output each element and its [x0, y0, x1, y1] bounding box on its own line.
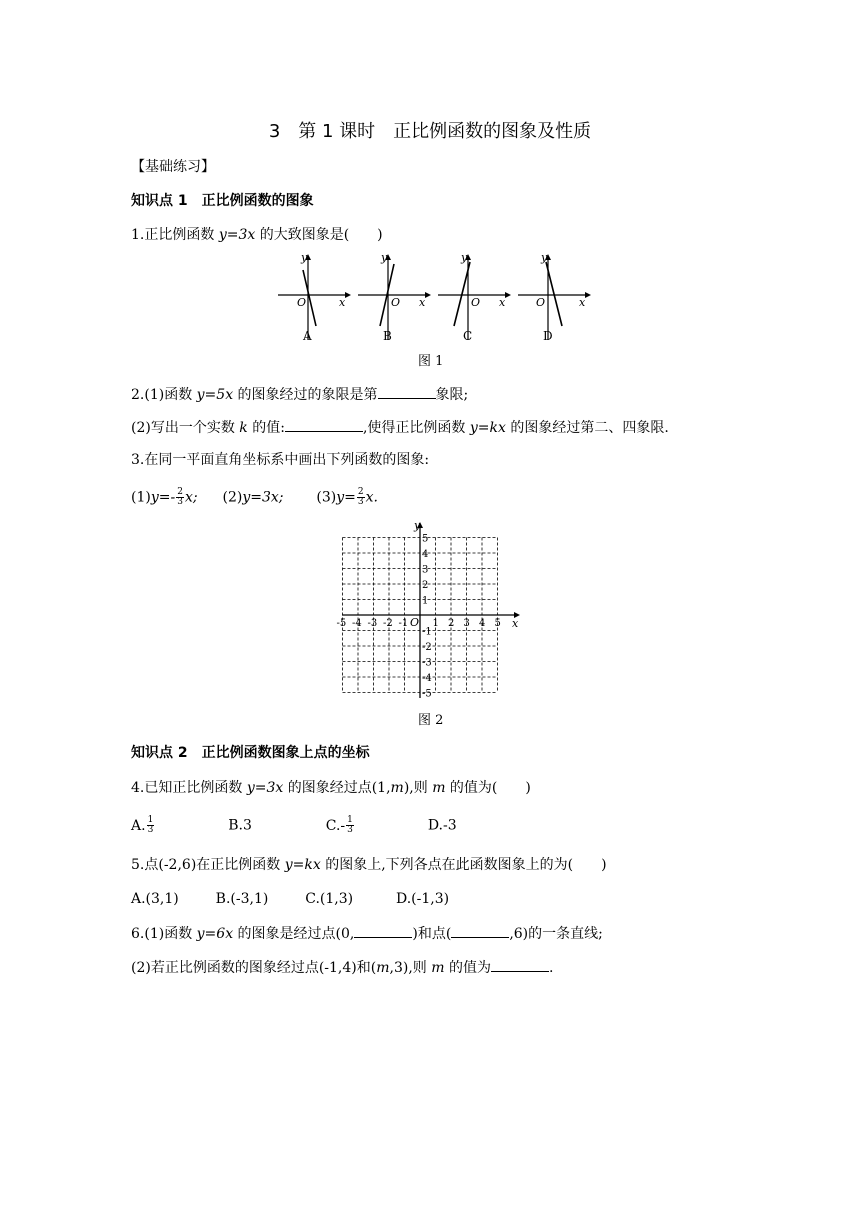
axis-y-label: y: [414, 519, 421, 532]
tick-label-y: -3: [422, 657, 432, 669]
option-c[interactable]: C.(1,3): [305, 891, 354, 907]
tick-label-x: 1: [432, 618, 439, 629]
svg-text:x: x: [499, 296, 506, 309]
tick-label-y: 4: [422, 549, 429, 560]
svg-text:O: O: [536, 296, 546, 309]
svg-text:x: x: [579, 296, 586, 309]
option-label-d: D: [543, 329, 553, 343]
figure-1-option-d: [518, 251, 591, 343]
svg-text:y: y: [541, 251, 548, 264]
page-title: 3 第 1 课时 正比例函数的图象及性质: [268, 121, 592, 142]
answer-blank[interactable]: [354, 924, 412, 938]
question-3: 3.在同一平面直角坐标系中画出下列函数的图象:: [131, 452, 430, 468]
section-basic-practice: 【基础练习】: [131, 159, 215, 175]
figure-2-caption: 图 2: [418, 713, 444, 728]
knowledge-point-2: 知识点 2 正比例函数图象上点的坐标: [131, 745, 370, 761]
origin-label: O: [297, 296, 307, 309]
question-1: 1.正比例函数 y=3x 的大致图象是( ): [131, 227, 383, 243]
fraction: $\frac{2}{3}$: [177, 487, 183, 507]
tick-label-y: -5: [422, 688, 432, 700]
tick-label-y: 2: [422, 580, 429, 591]
question-5-options: [131, 890, 449, 908]
question-5: 5.点(-2,6)在正比例函数 y=kx 的图象上,下列各点在此函数图象上的为( ): [131, 857, 607, 873]
axis-y-label: y: [301, 251, 308, 264]
figure-1: [270, 248, 600, 344]
option-d[interactable]: D.(-1,3): [396, 891, 450, 907]
question-4-options: [131, 816, 457, 835]
tick-label-y: 3: [422, 564, 429, 576]
tick-label-y: 5: [422, 533, 429, 545]
option-label-a: A: [303, 329, 312, 343]
svg-text:x: x: [419, 296, 426, 309]
figure-1-caption: 图 1: [418, 354, 444, 369]
tick-label-x: 2: [448, 618, 455, 629]
knowledge-point-1: 知识点 1 正比例函数的图象: [131, 193, 314, 209]
figure-1-option-b: [358, 251, 431, 343]
svg-text:y: y: [461, 251, 468, 264]
question-4: 4.已知正比例函数 y=3x 的图象经过点(1,m),则 m 的值为( ): [131, 780, 531, 796]
svg-text:y: y: [381, 251, 388, 264]
tick-label-x: -4: [352, 618, 362, 629]
question-2-part-2: (2)写出一个实数 k 的值: ,使得正比例函数 y=kx 的图象经过第二、四象限.: [131, 420, 669, 436]
option-b[interactable]: B.3: [228, 817, 252, 834]
answer-blank[interactable]: [451, 924, 509, 938]
tick-label-x: -5: [336, 618, 347, 629]
tick-label-x: -2: [383, 618, 393, 629]
option-d[interactable]: D.-3: [427, 817, 457, 834]
question-3-functions: (1)y=- $\frac{2}{3}$ x; (2)y=3x; (3)y= $\frac{2}{3}$ x.: [131, 487, 378, 507]
answer-blank[interactable]: [285, 418, 363, 432]
tick-label-x: -3: [367, 618, 378, 629]
svg-text:O: O: [471, 296, 481, 309]
tick-label-y: -4: [422, 673, 432, 684]
figure-1-option-c: [438, 251, 511, 343]
axis-x-label: x: [339, 296, 346, 309]
origin-label: O: [410, 616, 420, 629]
svg-text:O: O: [391, 296, 401, 309]
answer-blank[interactable]: [491, 958, 549, 972]
tick-label-y: 1: [422, 595, 429, 607]
fraction: $\frac{2}{3}$: [357, 487, 364, 507]
axis-x-label: x: [512, 617, 519, 630]
question-6-part-1: 6.(1)函数 y=6x 的图象是经过点(0, )和点( ,6)的一条直线;: [131, 926, 603, 942]
option-a[interactable]: A.(3,1): [131, 891, 179, 907]
tick-label-x: -1: [398, 618, 409, 629]
question-2-part-1: 2.(1)函数 y=5x 的图象经过的象限是第 象限;: [131, 387, 469, 403]
tick-label-x: 5: [494, 618, 501, 629]
option-a[interactable]: A. $\frac{1}{3}$: [131, 815, 154, 835]
option-label-b: B: [383, 329, 392, 343]
figure-1-option-a: [278, 251, 351, 343]
tick-label-y: -2: [422, 642, 432, 653]
answer-blank[interactable]: [378, 385, 436, 399]
option-b[interactable]: B.(-3,1): [215, 891, 269, 907]
question-6-part-2: (2)若正比例函数的图象经过点(-1,4)和(m,3),则 m 的值为 .: [131, 960, 554, 976]
tick-label-x: 4: [479, 618, 486, 629]
figure-2-grid: [336, 518, 526, 700]
option-label-c: C: [463, 329, 473, 343]
tick-label-x: 3: [463, 618, 470, 629]
option-c[interactable]: C.- $\frac{1}{3}$: [325, 815, 353, 835]
tick-label-y: -1: [422, 626, 432, 638]
